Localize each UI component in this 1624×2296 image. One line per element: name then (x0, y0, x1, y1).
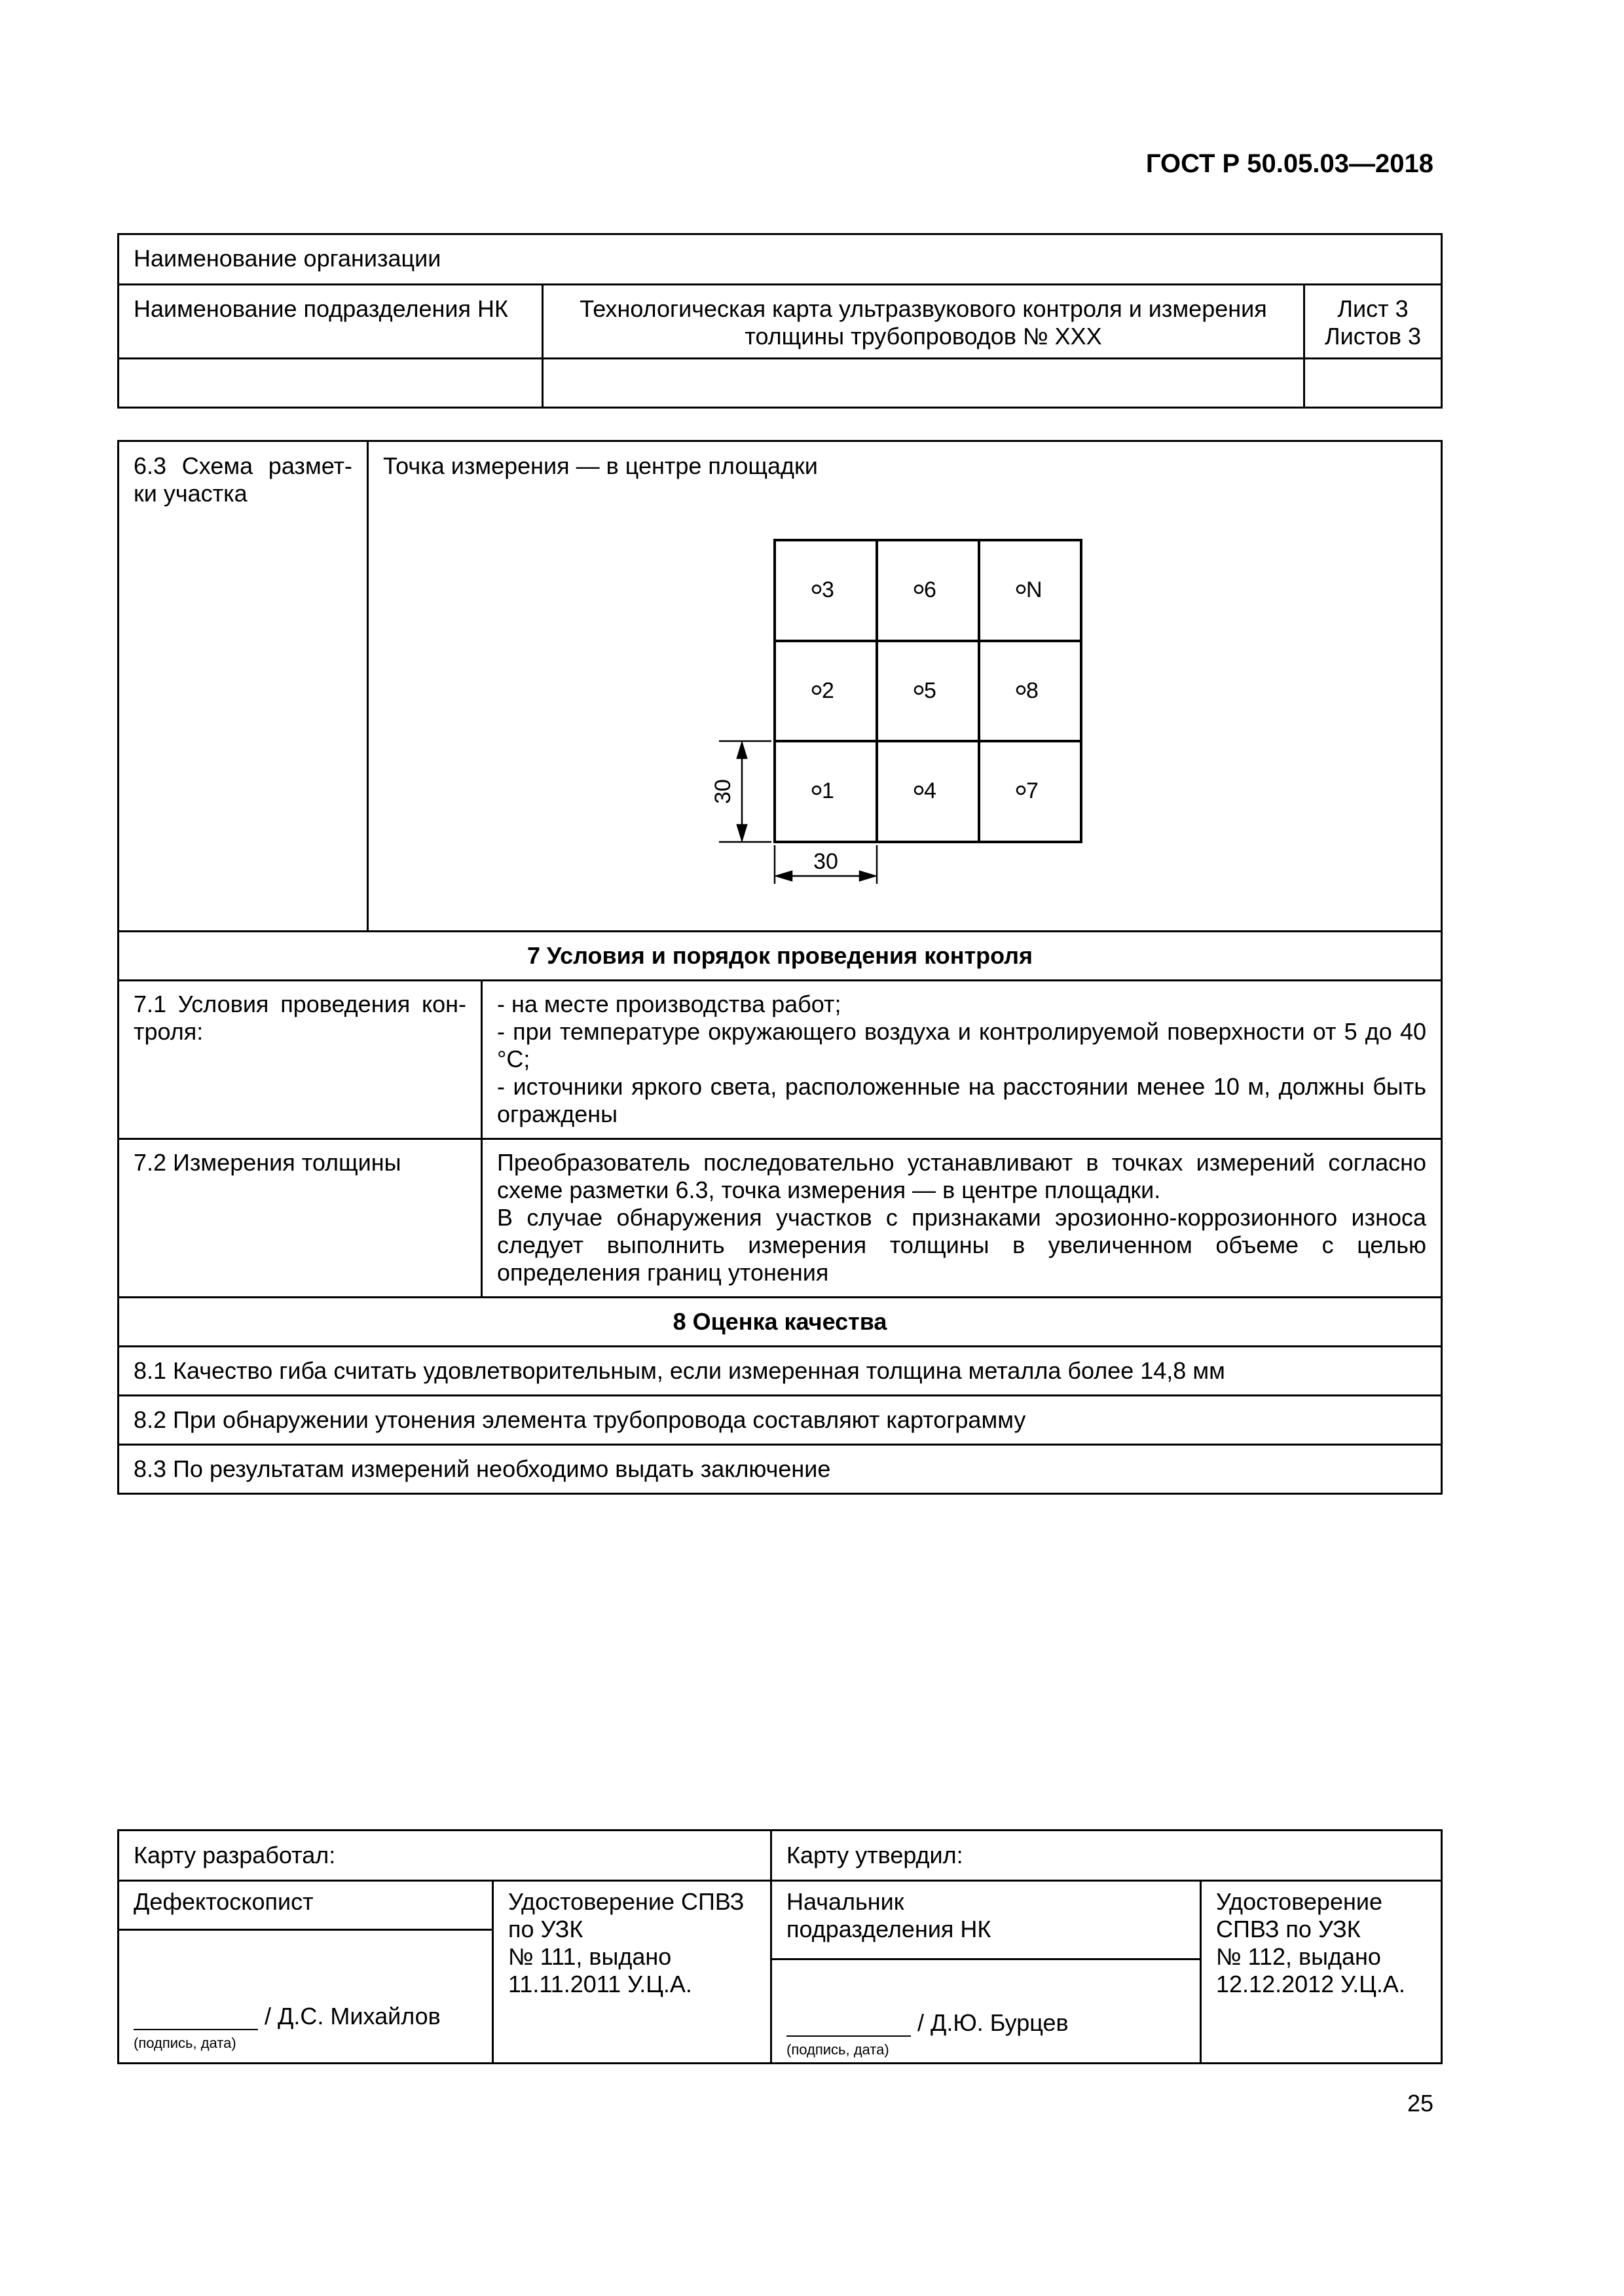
measurement-point-marker (1017, 786, 1025, 794)
quality-item: 8.1 Качество гиба считать удовлетворительным, если измеренная толщина металла более 14,8 мм (119, 1347, 1442, 1396)
measurement-point-marker (813, 686, 821, 694)
measurement-point-label: 3 (822, 577, 834, 602)
marking-scheme (368, 441, 1442, 932)
thickness-text: Преобразователь последовательно устанавливают в точках измерений согласно схеме разметки 6.3, точка измерения — в центре площадки. В случае обнаружения участков с признаками эрозионно-коррозионного износа следует выполнить измерения толщины в увеличенном объеме с целью определения границ утонения (482, 1139, 1442, 1298)
condition-item: - источники яркого света, расположенные на расстоянии менее 10 м, должны быть ограждены (497, 1073, 1427, 1127)
developer-certificate: Удостоверение СПВЗ по УЗК № 111, выдано 11.11.2011 У.Ц.А. (493, 1881, 771, 2064)
dimension-label-horizontal: 30 (813, 849, 838, 874)
section-7-title: 7 Условия и порядок проведения контроля (119, 932, 1442, 981)
sheet-info: Лист 3 Листов 3 (1304, 285, 1442, 359)
measurement-point-marker (915, 686, 923, 694)
signature-hint: (подпись, дата) (786, 2041, 889, 2058)
conditions-label: 7.1 Условия проведения кон- троля: (119, 981, 482, 1139)
dimension-label-vertical: 30 (710, 779, 735, 804)
measurement-point-note: Точка измерения — в центре площадки (383, 452, 818, 479)
condition-item: - на месте производства работ; (497, 991, 841, 1017)
developed-by-label: Карту разработал: (119, 1831, 771, 1881)
main-table (117, 440, 1443, 1495)
measurement-point-marker (813, 786, 821, 794)
signature-table (117, 1829, 1443, 2064)
measurement-point-marker (813, 585, 821, 593)
header-table (117, 233, 1443, 409)
approver-signature (786, 2009, 1069, 2037)
developer-signature-cell (119, 1881, 493, 2064)
developer-signature (134, 2003, 441, 2030)
conditions-list (482, 981, 1442, 1139)
measurement-point-marker (915, 786, 923, 794)
signature-line (134, 2009, 258, 2030)
signature-hint: (подпись, дата) (134, 2035, 236, 2051)
measurement-point-label: 5 (924, 678, 936, 703)
approver-name: / Д.Ю. Бурцев (917, 2009, 1069, 2036)
approver-certificate: Удостоверение СПВЗ по УЗК № 112, выдано 12.12.2012 У.Ц.А. (1201, 1881, 1442, 2064)
approver-signature-cell (771, 1881, 1201, 2064)
condition-item: - при температуре окружающего воздуха и контролируемой поверхности от 5 до 40 °С; (497, 1018, 1427, 1072)
measurement-point-label: 7 (1026, 778, 1039, 803)
empty-cell (543, 359, 1304, 408)
empty-cell (119, 359, 543, 408)
card-title: Технологическая карта ультразвукового контроля и измерения толщины трубопроводов № XXX (543, 285, 1304, 359)
page-number: 25 (1407, 2090, 1433, 2117)
approved-by-label: Карту утвердил: (771, 1831, 1442, 1881)
section-6-3-label: 6.3 Схема размет- ки участка (119, 441, 368, 932)
measurement-point-label: 8 (1026, 678, 1039, 703)
measurement-point-label: 2 (822, 678, 834, 703)
quality-item: 8.3 По результатам измерений необходимо выдать заключение (119, 1445, 1442, 1494)
thickness-label: 7.2 Измерения толщины (119, 1139, 482, 1298)
section-8-title: 8 Оценка качества (119, 1298, 1442, 1347)
document-code: ГОСТ Р 50.05.03—2018 (1145, 149, 1433, 178)
approver-position: Начальник подразделения НК (786, 1888, 991, 1942)
measurement-point-marker (1017, 686, 1025, 694)
developer-position: Дефектоскопист (134, 1888, 314, 1915)
developer-name: / Д.С. Михайлов (265, 2003, 441, 2030)
organization-name: Наименование организации (119, 234, 1442, 285)
measurement-point-label: N (1026, 577, 1043, 602)
marking-grid-diagram (709, 540, 1168, 972)
signature-line (786, 2016, 911, 2037)
division-name: Наименование подразделения НК (119, 285, 543, 359)
empty-cell (1304, 359, 1442, 408)
measurement-point-marker (915, 585, 923, 593)
measurement-point-label: 1 (822, 778, 834, 803)
measurement-point-label: 4 (924, 778, 936, 803)
measurement-point-marker (1017, 585, 1025, 593)
measurement-point-label: 6 (924, 577, 936, 602)
quality-item: 8.2 При обнаружении утонения элемента трубопровода составляют картограмму (119, 1396, 1442, 1445)
